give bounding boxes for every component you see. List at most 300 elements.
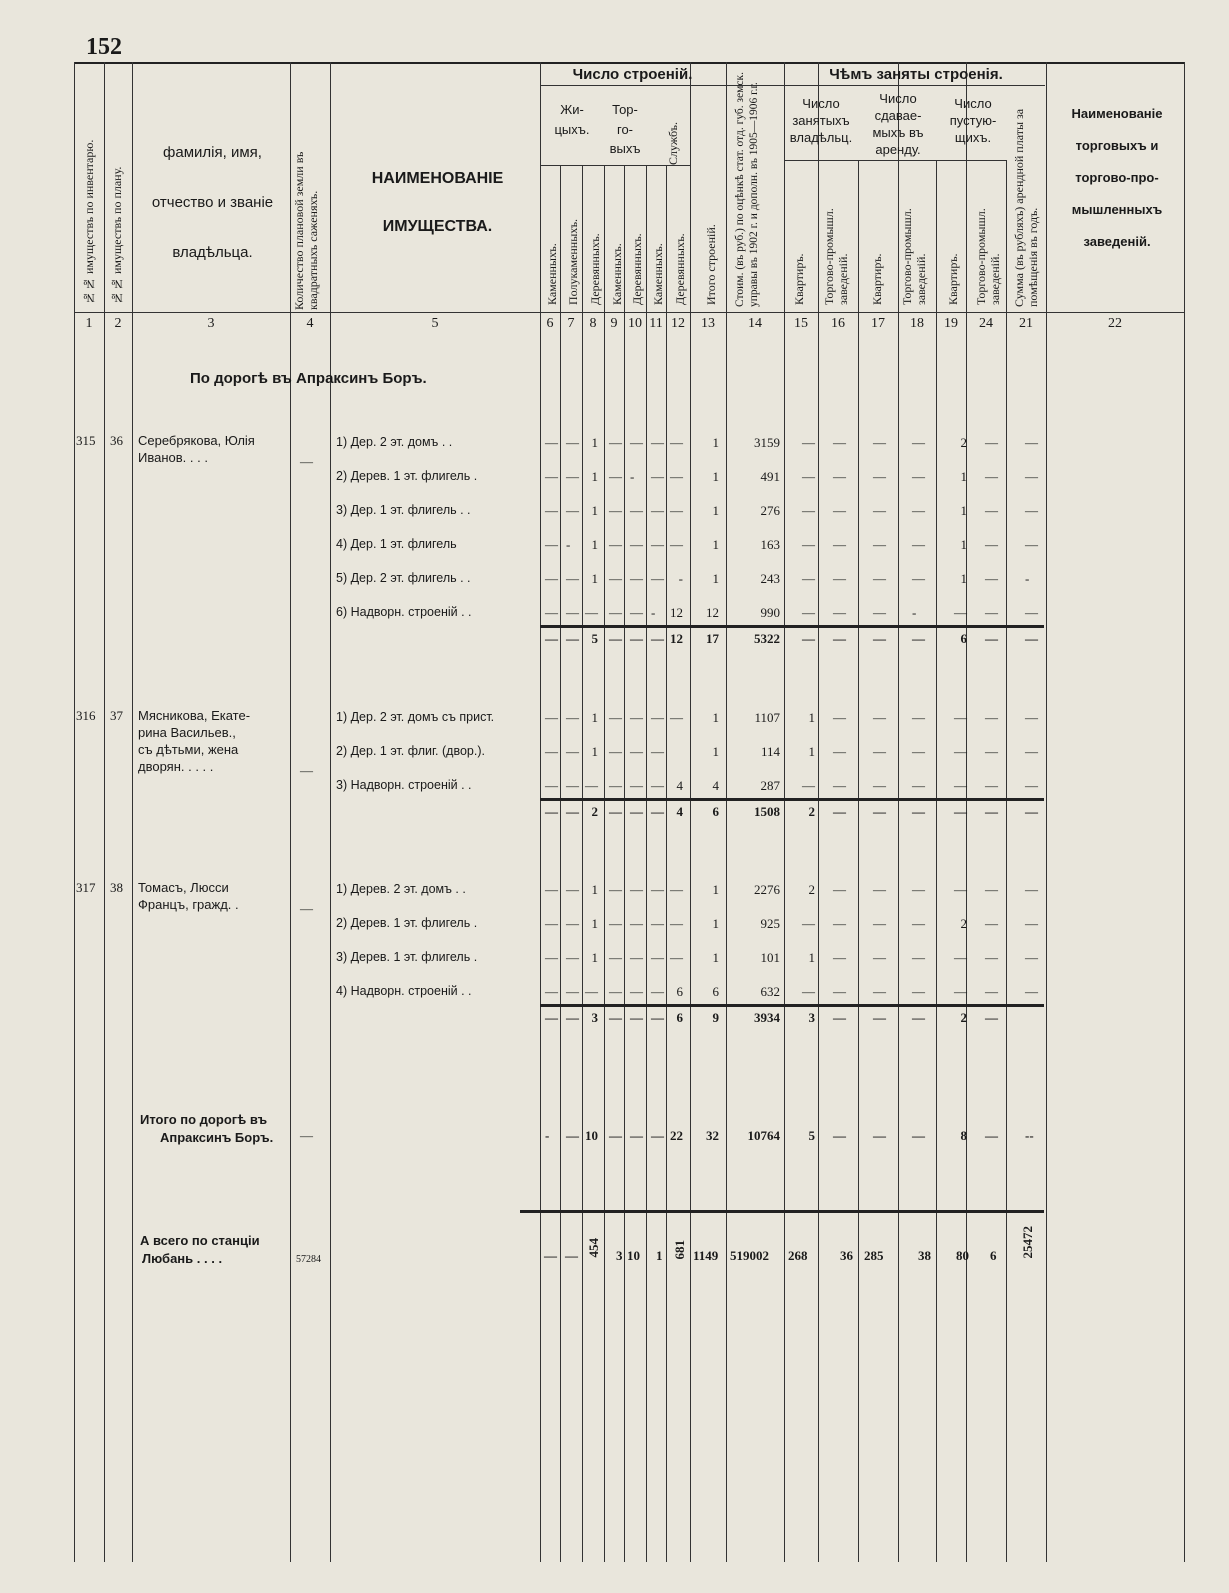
- cell-c20: —: [985, 435, 998, 450]
- column-number: 7: [567, 316, 575, 331]
- header-bottom-line: [74, 312, 1184, 313]
- header-col1: №№ имуществъ по инвентарю.: [82, 139, 96, 305]
- cell-c7: —: [566, 710, 579, 725]
- header-col18: Торгово-промышл. заведеній.: [900, 208, 928, 305]
- cell-c8: 1: [591, 916, 598, 931]
- cell-c11: —: [651, 503, 664, 518]
- cell-c18: —: [912, 984, 925, 999]
- cell-c12: 6: [676, 984, 683, 999]
- column-number: 1: [85, 316, 93, 331]
- cell-c7: -: [566, 537, 571, 552]
- cell-c21: —: [1025, 950, 1038, 965]
- cell-c6: —: [545, 882, 558, 897]
- cell-c19: —: [954, 710, 967, 725]
- cell-c8: 1: [591, 882, 598, 897]
- cell-c16: —: [833, 1010, 846, 1025]
- cell-c19: —: [954, 950, 967, 965]
- cell-c21: —: [1025, 916, 1038, 931]
- column-number: 18: [910, 316, 924, 331]
- owner-name: Мясникова, Екате-: [138, 708, 251, 723]
- cell-c20: —: [985, 984, 998, 999]
- cell-c8: 1: [591, 503, 598, 518]
- column-number: 15: [794, 316, 808, 331]
- cell-c18: —: [912, 435, 925, 450]
- cell-c6: —: [545, 503, 558, 518]
- cell-c13: 12: [706, 605, 719, 620]
- cell-c16: —: [833, 631, 846, 646]
- cell-c12: —: [670, 882, 683, 897]
- cell-c17: —: [873, 503, 886, 518]
- owner-name: съ дѣтьми, жена: [138, 742, 239, 757]
- header-col5-line2: ИМУЩЕСТВА.: [382, 218, 493, 235]
- cell-c17: —: [873, 950, 886, 965]
- column-number: 4: [306, 316, 314, 331]
- cell-c13: 4: [712, 778, 719, 793]
- land-area: —: [300, 763, 313, 778]
- cell-c7: —: [566, 605, 579, 620]
- column-number: 21: [1019, 316, 1033, 331]
- cell-c14: 990: [760, 605, 780, 620]
- cell-c11: —: [651, 469, 664, 484]
- cell-c21: —: [1025, 605, 1038, 620]
- column-line: [290, 62, 291, 1562]
- cell-c6: —: [545, 571, 558, 586]
- cell-c11: —: [651, 950, 664, 965]
- cell-c15: 1: [808, 950, 815, 965]
- cell-c14: 3934: [754, 1010, 780, 1025]
- cell-c7: —: [565, 1248, 578, 1263]
- cell-c13: 1: [712, 710, 719, 725]
- cell-c7: —: [566, 778, 579, 793]
- itogo-label: Итого по дорогѣ въ: [140, 1112, 268, 1127]
- cell-c20: —: [985, 778, 998, 793]
- cell-c12: 6: [676, 1010, 683, 1025]
- cell-c12: —: [670, 950, 683, 965]
- cell-c14: 114: [760, 744, 780, 759]
- cell-c9: —: [609, 537, 622, 552]
- cell-c7: —: [566, 1128, 579, 1143]
- plan-number: 37: [110, 708, 123, 723]
- cell-c17: —: [873, 882, 886, 897]
- cell-c16: —: [833, 503, 846, 518]
- property-description: 3) Надворн. строеній . .: [336, 778, 472, 792]
- cell-c10: —: [630, 916, 643, 931]
- cell-c20: —: [985, 950, 998, 965]
- cell-c12: —: [670, 503, 683, 518]
- column-line: [604, 165, 605, 1562]
- header-col9: Каменныхъ.: [610, 243, 624, 305]
- cell-c18: 38: [918, 1248, 931, 1263]
- cell-c17: —: [873, 605, 886, 620]
- cell-c20: —: [985, 710, 998, 725]
- cell-c18: —: [912, 950, 925, 965]
- cell-c11: —: [651, 631, 664, 646]
- property-description: 1) Дер. 2 эт. домъ съ прист.: [336, 710, 495, 724]
- cell-c8: 1: [591, 469, 598, 484]
- cell-c19: 1: [960, 571, 967, 586]
- cell-c17: —: [873, 984, 886, 999]
- cell-c17: —: [873, 435, 886, 450]
- header-trade: Тор-го-выхъ: [609, 102, 641, 156]
- column-line: [330, 62, 331, 1562]
- column-number: 8: [589, 316, 597, 331]
- cell-c12: 681: [672, 1240, 687, 1260]
- property-description: 4) Дер. 1 эт. флигель: [336, 537, 457, 551]
- owner-name: Францъ, гражд. .: [138, 897, 239, 912]
- cell-c8: 1: [591, 710, 598, 725]
- cell-c19: 2: [960, 1010, 967, 1025]
- column-line: [624, 165, 625, 1562]
- column-number: 10: [628, 316, 642, 331]
- cell-c6: —: [545, 537, 558, 552]
- column-number: 17: [871, 316, 885, 331]
- cell-c16: 36: [840, 1248, 853, 1263]
- cell-c14: 276: [760, 503, 780, 518]
- cell-c6: —: [545, 605, 558, 620]
- cell-c10: —: [630, 778, 643, 793]
- owner-name: Иванов. . . .: [138, 450, 208, 465]
- total-line: [540, 625, 1044, 628]
- cell-c7: —: [566, 1010, 579, 1025]
- cell-c19: 8: [960, 1128, 967, 1143]
- cell-c17: —: [873, 537, 886, 552]
- column-line: [1184, 62, 1185, 1562]
- cell-c21: —: [1025, 537, 1038, 552]
- cell-c16: —: [833, 778, 846, 793]
- cell-c15: —: [802, 605, 815, 620]
- cell-c20: —: [985, 469, 998, 484]
- property-description: 5) Дер. 2 эт. флигель . .: [336, 571, 471, 585]
- cell-c14: 1508: [754, 804, 780, 819]
- cell-c10: 10: [627, 1248, 640, 1263]
- cell-c18: —: [912, 1128, 925, 1143]
- cell-c15: —: [802, 916, 815, 931]
- header-col3-line3: владѣльца.: [172, 244, 253, 261]
- cell-c9: —: [609, 744, 622, 759]
- cell-c10: —: [630, 710, 643, 725]
- cell-c14: 925: [760, 916, 780, 931]
- header-col22-line2: торговыхъ и: [1075, 138, 1159, 153]
- grand-land: 57284: [296, 1254, 321, 1265]
- header-col15: Квартиръ.: [792, 253, 806, 305]
- cell-c13: 1: [712, 469, 719, 484]
- header-col3-line1: фамилія, имя,: [163, 144, 262, 161]
- cell-c12: —: [670, 469, 683, 484]
- header-col13: Итого строеній.: [704, 224, 718, 305]
- cell-c20: —: [985, 605, 998, 620]
- cell-c11: —: [651, 435, 664, 450]
- cell-c15: —: [802, 984, 815, 999]
- cell-c18: —: [912, 804, 925, 819]
- cell-c17: —: [873, 631, 886, 646]
- cell-c7: —: [566, 916, 579, 931]
- cell-c14: 101: [760, 950, 780, 965]
- cell-c8: 5: [591, 631, 598, 646]
- cell-c9: —: [609, 882, 622, 897]
- total-line: [540, 798, 1044, 801]
- cell-c21: —: [1025, 778, 1038, 793]
- land-area: —: [300, 454, 313, 469]
- cell-c6: —: [545, 804, 558, 819]
- cell-c13: 1: [712, 503, 719, 518]
- cell-c9: —: [609, 605, 622, 620]
- cell-c9: —: [609, 950, 622, 965]
- cell-c8: 1: [591, 950, 598, 965]
- header-col6: Каменныхъ.: [545, 243, 559, 305]
- cell-c8: 3: [591, 1010, 598, 1025]
- cell-c6: —: [545, 778, 558, 793]
- cell-c7: —: [566, 435, 579, 450]
- cell-c7: —: [566, 744, 579, 759]
- cell-c9: —: [609, 916, 622, 931]
- cell-c19: —: [954, 744, 967, 759]
- header-col21: Сумма (въ рубляхъ) арендной платы за помѣщенія въ годъ.: [1012, 108, 1040, 307]
- column-line: [540, 62, 541, 1562]
- cell-c10: —: [630, 537, 643, 552]
- cell-c17: —: [873, 1010, 886, 1025]
- property-description: 6) Надворн. строеній . .: [336, 605, 472, 619]
- cell-c15: —: [802, 778, 815, 793]
- plan-number: 36: [110, 433, 123, 448]
- cell-c11: —: [651, 1010, 664, 1025]
- cell-c8: 1: [591, 435, 598, 450]
- cell-c10: —: [630, 984, 643, 999]
- cell-c21: —: [1025, 469, 1038, 484]
- cell-c19: —: [954, 605, 967, 620]
- itogo-label: Апраксинъ Боръ.: [160, 1130, 274, 1145]
- cell-c10: —: [630, 882, 643, 897]
- cell-c20: —: [985, 804, 998, 819]
- cell-c15: —: [802, 435, 815, 450]
- header-col8: Деревянныхъ.: [588, 233, 602, 305]
- column-number: 2: [114, 316, 122, 331]
- header-col22-line1: Наименованіе: [1071, 106, 1163, 121]
- cell-c11: —: [651, 1128, 664, 1143]
- cell-c8: 1: [591, 744, 598, 759]
- cell-c10: —: [630, 631, 643, 646]
- cell-c10: —: [630, 435, 643, 450]
- header-col3: [135, 128, 290, 278]
- cell-c12: 12: [670, 605, 683, 620]
- cell-c17: 285: [864, 1248, 884, 1263]
- cell-c13: 1: [712, 882, 719, 897]
- header-col3-line2: отчество и званіе: [151, 194, 274, 211]
- cell-c19: 1: [960, 537, 967, 552]
- cell-c6: —: [545, 744, 558, 759]
- cell-c20: —: [985, 571, 998, 586]
- cell-c7: —: [566, 631, 579, 646]
- cell-c8: 2: [591, 804, 598, 819]
- cell-c8: 10: [585, 1128, 598, 1143]
- itogo-land: —: [300, 1128, 313, 1143]
- owner-name: дворян. . . . .: [138, 759, 214, 774]
- cell-c11: —: [651, 778, 664, 793]
- header-col7: Полукаменныхъ.: [566, 218, 580, 305]
- cell-c10: —: [630, 503, 643, 518]
- column-line: [726, 62, 727, 1562]
- column-line: [690, 62, 691, 1562]
- total-line: [540, 1004, 1044, 1007]
- cell-c10: —: [630, 950, 643, 965]
- cell-c6: —: [545, 435, 558, 450]
- property-description: 1) Дерев. 2 эт. домъ . .: [336, 882, 466, 896]
- plan-number: 38: [110, 880, 123, 895]
- cell-c13: 1: [712, 435, 719, 450]
- property-description: 1) Дер. 2 эт. домъ . .: [336, 435, 453, 449]
- cell-c9: —: [609, 1010, 622, 1025]
- column-number: 14: [748, 316, 762, 331]
- cell-c12: —: [670, 710, 683, 725]
- cell-c21: —: [1025, 435, 1038, 450]
- cell-c11: 1: [656, 1248, 663, 1263]
- header-owner: Число занятыхъ владѣльц.: [789, 96, 853, 145]
- cell-c21: —: [1025, 744, 1038, 759]
- header-buildings-group: Число строеній.: [572, 66, 693, 83]
- cell-c8: 1: [591, 537, 598, 552]
- cell-c15: 268: [788, 1248, 808, 1263]
- column-line: [858, 160, 859, 1562]
- cell-c15: 2: [808, 804, 815, 819]
- cell-c17: —: [873, 804, 886, 819]
- cell-c18: —: [912, 778, 925, 793]
- property-description: 2) Дерев. 1 эт. флигель .: [336, 916, 478, 930]
- cell-c13: 1149: [693, 1248, 719, 1263]
- cell-c7: —: [566, 804, 579, 819]
- column-line: [560, 165, 561, 1562]
- column-number: 6: [546, 316, 554, 331]
- cell-c6: —: [545, 916, 558, 931]
- cell-c16: —: [833, 537, 846, 552]
- cell-c13: 32: [706, 1128, 719, 1143]
- column-line: [666, 165, 667, 1562]
- cell-c21: —: [1025, 503, 1038, 518]
- cell-c21: 25472: [1020, 1226, 1035, 1259]
- cell-c20: —: [985, 503, 998, 518]
- cell-c14: 632: [760, 984, 780, 999]
- cell-c19: 2: [960, 435, 967, 450]
- header-col5-line1: НАИМЕНОВАНІЕ: [371, 170, 504, 187]
- cell-c16: —: [833, 571, 846, 586]
- cell-c15: —: [802, 631, 815, 646]
- header-col22: [1052, 98, 1182, 258]
- cell-c13: 6: [712, 804, 719, 819]
- cell-c19: —: [954, 882, 967, 897]
- grand-label: А всего по станціи: [140, 1233, 260, 1248]
- header-col16: Торгово-промышл. заведеній.: [822, 208, 850, 305]
- cell-c21: —: [1025, 804, 1038, 819]
- cell-c15: —: [802, 503, 815, 518]
- header-col5: [335, 155, 540, 251]
- cell-c18: -: [912, 605, 917, 620]
- cell-c20: 6: [990, 1248, 997, 1263]
- column-line: [936, 160, 937, 1562]
- column-number: 16: [831, 316, 845, 331]
- cell-c20: —: [985, 744, 998, 759]
- cell-c17: —: [873, 710, 886, 725]
- cell-c6: —: [545, 710, 558, 725]
- cell-c10: —: [630, 744, 643, 759]
- cell-c12: 4: [676, 804, 683, 819]
- cell-c7: —: [566, 984, 579, 999]
- column-number: 24: [979, 316, 993, 331]
- column-number: 5: [431, 316, 439, 331]
- cell-c10: —: [630, 804, 643, 819]
- cell-c19: —: [954, 778, 967, 793]
- cell-c19: 80: [956, 1248, 969, 1263]
- inventory-number: 315: [76, 433, 96, 448]
- cell-c19: —: [954, 984, 967, 999]
- land-area: —: [300, 901, 313, 916]
- cell-c14: 163: [760, 537, 780, 552]
- cell-c8: —: [585, 984, 598, 999]
- cell-c12: 22: [670, 1128, 683, 1143]
- subgroup-line: [540, 165, 690, 166]
- column-line: [132, 62, 133, 1562]
- grand-label: Любань . . . .: [142, 1251, 223, 1266]
- cell-c12: —: [670, 435, 683, 450]
- cell-c9: —: [609, 631, 622, 646]
- cell-c11: —: [651, 804, 664, 819]
- cell-c21: --: [1025, 1128, 1034, 1143]
- header-col14: Стоим. (въ руб.) по оцѣнкѣ стат. отд. губ. земск. управы въ 1902 г. и дополн. въ 1905—1906 г.г.: [734, 71, 760, 307]
- cell-c13: 1: [712, 916, 719, 931]
- cell-c10: —: [630, 1010, 643, 1025]
- cell-c16: —: [833, 710, 846, 725]
- owner-name: Серебрякова, Юлія: [138, 433, 255, 448]
- cell-c13: 6: [712, 984, 719, 999]
- cell-c15: 1: [808, 744, 815, 759]
- column-number: 12: [671, 316, 685, 331]
- column-number: 11: [649, 316, 663, 331]
- cell-c7: —: [566, 950, 579, 965]
- cell-c15: 3: [808, 1010, 815, 1025]
- cell-c6: —: [545, 469, 558, 484]
- cell-c13: 9: [712, 1010, 719, 1025]
- cell-c6: -: [545, 1128, 550, 1143]
- cell-c11: —: [651, 882, 664, 897]
- cell-c13: 1: [712, 571, 719, 586]
- cell-c9: —: [609, 435, 622, 450]
- cell-c7: —: [566, 571, 579, 586]
- cell-c21: —: [1025, 984, 1038, 999]
- section-title: По дорогѣ въ Апраксинъ Боръ.: [190, 370, 427, 387]
- cell-c14: 2276: [754, 882, 780, 897]
- cell-c11: -: [651, 605, 656, 620]
- column-line: [104, 62, 105, 1562]
- cell-c9: —: [609, 778, 622, 793]
- cell-c14: 287: [760, 778, 780, 793]
- cell-c15: 1: [808, 710, 815, 725]
- cell-c21: —: [1025, 631, 1038, 646]
- cell-c14: 1107: [754, 710, 780, 725]
- cell-c20: —: [985, 631, 998, 646]
- inventory-number: 317: [76, 880, 96, 895]
- header-col4: Количество плановой земли въ квадратныхъ саженяхъ.: [292, 151, 320, 310]
- cell-c11: —: [651, 984, 664, 999]
- cell-c19: 1: [960, 503, 967, 518]
- column-line: [582, 165, 583, 1562]
- cell-c18: —: [912, 571, 925, 586]
- cell-c11: —: [651, 744, 664, 759]
- cell-c8: —: [585, 778, 598, 793]
- cell-c9: —: [609, 804, 622, 819]
- cell-c17: —: [873, 744, 886, 759]
- cell-c14: 10764: [747, 1128, 780, 1143]
- cell-c6: —: [545, 950, 558, 965]
- header-col19: Квартиръ.: [946, 253, 960, 305]
- cell-c15: —: [802, 469, 815, 484]
- cell-c15: 5: [808, 1128, 815, 1143]
